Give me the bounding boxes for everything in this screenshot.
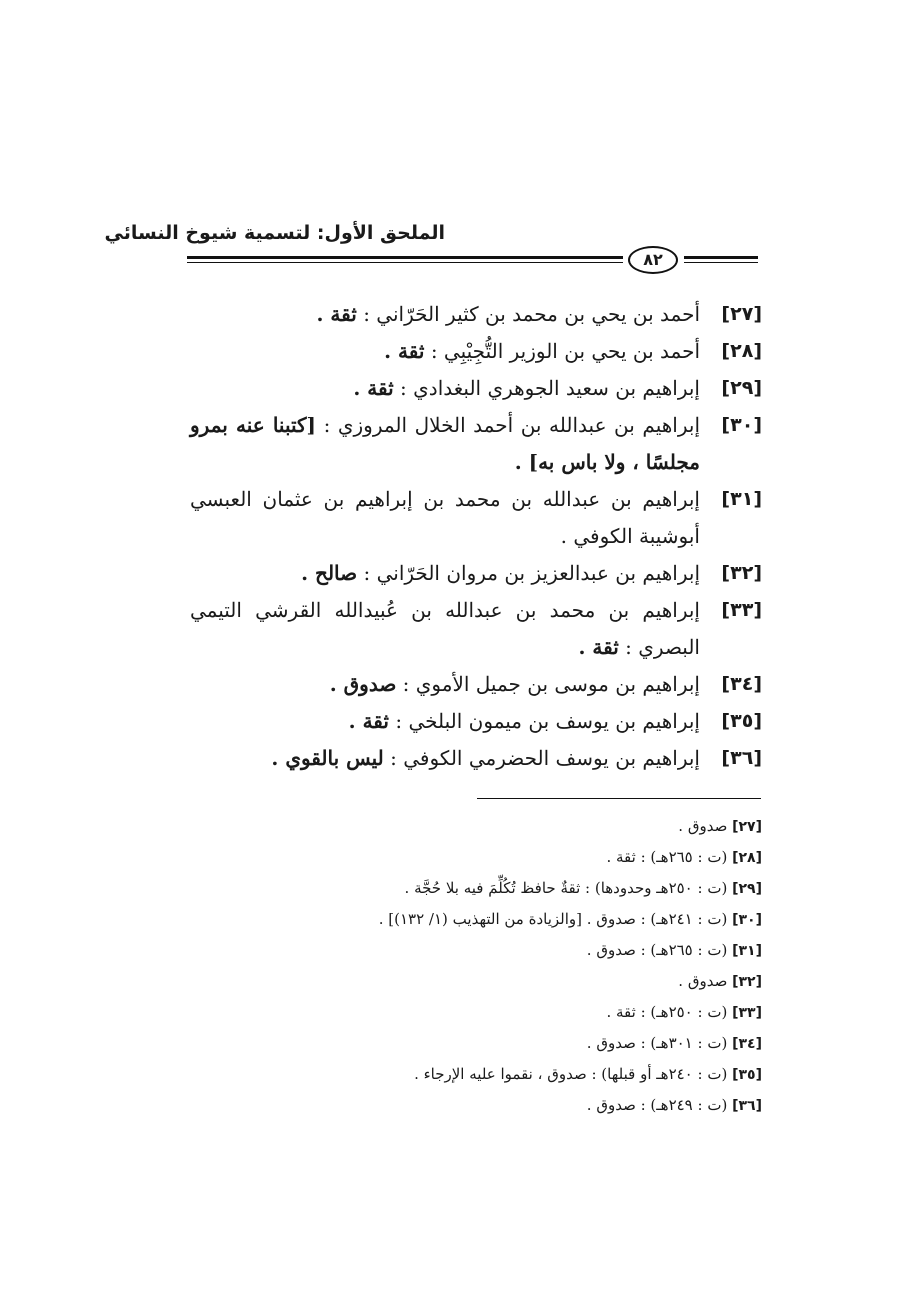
entry-number: [٣٦] (721, 747, 762, 769)
footnote (300, 1028, 762, 1059)
entry-text (190, 666, 700, 703)
entry (190, 407, 762, 481)
entry-name: أحمد بن يحي بن الوزير التُّجِيْبِي : (430, 339, 700, 363)
entry-text (190, 481, 700, 555)
header-rule-left-thin (187, 262, 623, 263)
entry (190, 666, 762, 703)
entry-number: [٣٤] (721, 673, 762, 695)
footnote-text: (ت : ٢٦٥هـ) : ثقة . (606, 848, 728, 866)
entry-verdict: ثقة . (316, 302, 357, 326)
entry-name: إبراهيم بن يوسف الحضرمي الكوفي : (390, 746, 700, 770)
entries-list (190, 296, 762, 777)
footnote-number: [٣٥] (732, 1067, 762, 1083)
entry-name: أحمد بن يحي بن محمد بن كثير الحَرّاني : (363, 302, 700, 326)
footnote (300, 966, 762, 997)
footnote-number: [٢٩] (732, 881, 762, 897)
footnote-number: [٣٦] (732, 1098, 762, 1114)
entry-verdict: ثقة . (384, 339, 425, 363)
footnote (300, 811, 762, 842)
entry-text (190, 740, 700, 777)
header-rule-right-thin (684, 262, 758, 263)
footnote-text: صدوق . (678, 972, 728, 990)
entry-number: [٢٧] (721, 303, 762, 325)
footnote (300, 1090, 762, 1121)
footnote-number: [٢٨] (732, 850, 762, 866)
entry-number: [٣٣] (721, 599, 762, 621)
entry-name: إبراهيم بن محمد بن عبدالله بن عُبيدالله القرشي التيمي البصري : (190, 598, 700, 659)
footnote-number: [٣٠] (732, 912, 762, 928)
footnote (300, 935, 762, 966)
entry-number: [٣٥] (721, 710, 762, 732)
entry (190, 592, 762, 666)
footnote (300, 842, 762, 873)
footnote-text: (ت : ٢٤٠هـ أو قبلها) : صدوق ، نقموا عليه الإرجاء . (414, 1065, 728, 1083)
footnote-number: [٣٣] (732, 1005, 762, 1021)
footnote-text: (ت : ٢٤١هـ) : صدوق . [والزيادة من التهذيب (١/ ١٣٢)] . (378, 910, 728, 928)
entry-name: إبراهيم بن عبدالله بن أحمد الخلال المروزي : (323, 413, 701, 437)
entry (190, 370, 762, 407)
footnote-text: (ت : ٢٤٩هـ) : صدوق . (586, 1096, 728, 1114)
entry-text (190, 407, 700, 481)
entry-name: إبراهيم بن سعيد الجوهري البغدادي : (400, 376, 700, 400)
footnote (300, 873, 762, 904)
entry-text (190, 592, 700, 666)
entry-name: إبراهيم بن يوسف بن ميمون البلخي : (395, 709, 700, 733)
footnote (300, 997, 762, 1028)
footnote-text: (ت : ٢٥٠هـ وحدودها) : ثقةٌ حافظ تُكُلِّمَ فيه بلا حُجَّة . (404, 879, 728, 897)
running-header-title: الملحق الأول: لتسمية شيوخ النسائي (104, 222, 445, 244)
footnote-separator (477, 798, 761, 799)
entry (190, 296, 762, 333)
entry (190, 333, 762, 370)
footnote-number: [٣١] (732, 943, 762, 959)
header-rule-right-thick (684, 256, 758, 259)
footnote-text: صدوق . (678, 817, 728, 835)
footnote-number: [٣٤] (732, 1036, 762, 1052)
entry-name: إبراهيم بن عبدالعزيز بن مروان الحَرّاني : (363, 561, 700, 585)
entry-text (190, 296, 700, 333)
entry-verdict: [كتبنا عنه بمرو مجلسًا ، ولا باس به] . (190, 413, 700, 474)
entry-text (190, 703, 700, 740)
footnote-number: [٢٧] (732, 819, 762, 835)
entry-name: إبراهيم بن عبدالله بن محمد بن إبراهيم بن عثمان العبسي أبوشيبة الكوفي . (190, 487, 700, 548)
footnotes-list (300, 811, 762, 1121)
entry-verdict: صدوق . (329, 672, 397, 696)
footnote-text: (ت : ٢٥٠هـ) : ثقة . (606, 1003, 728, 1021)
entry-verdict: ثقة . (578, 635, 619, 659)
footnote (300, 904, 762, 935)
entry-number: [٢٨] (721, 340, 762, 362)
entry-number: [٢٩] (721, 377, 762, 399)
entry-number: [٣٢] (721, 562, 762, 584)
entry-verdict: ليس بالقوي . (271, 746, 384, 770)
entry-text (190, 555, 700, 592)
entry-name: إبراهيم بن موسى بن جميل الأموي : (402, 672, 700, 696)
entry-number: [٣١] (721, 488, 762, 510)
footnote-text: (ت : ٢٦٥هـ) : صدوق . (586, 941, 728, 959)
entry-verdict: صالح . (301, 561, 358, 585)
footnote (300, 1059, 762, 1090)
entry (190, 740, 762, 777)
entry (190, 703, 762, 740)
entry-text (190, 333, 700, 370)
entry-text (190, 370, 700, 407)
entry (190, 555, 762, 592)
entry-number: [٣٠] (721, 414, 762, 436)
footnote-text: (ت : ٣٠١هـ) : صدوق . (586, 1034, 728, 1052)
entry-verdict: ثقة . (348, 709, 389, 733)
entry-verdict: ثقة . (353, 376, 394, 400)
header-rule-left-thick (187, 256, 623, 259)
page-number-badge: ٨٢ (628, 246, 678, 274)
footnote-number: [٣٢] (732, 974, 762, 990)
entry (190, 481, 762, 555)
